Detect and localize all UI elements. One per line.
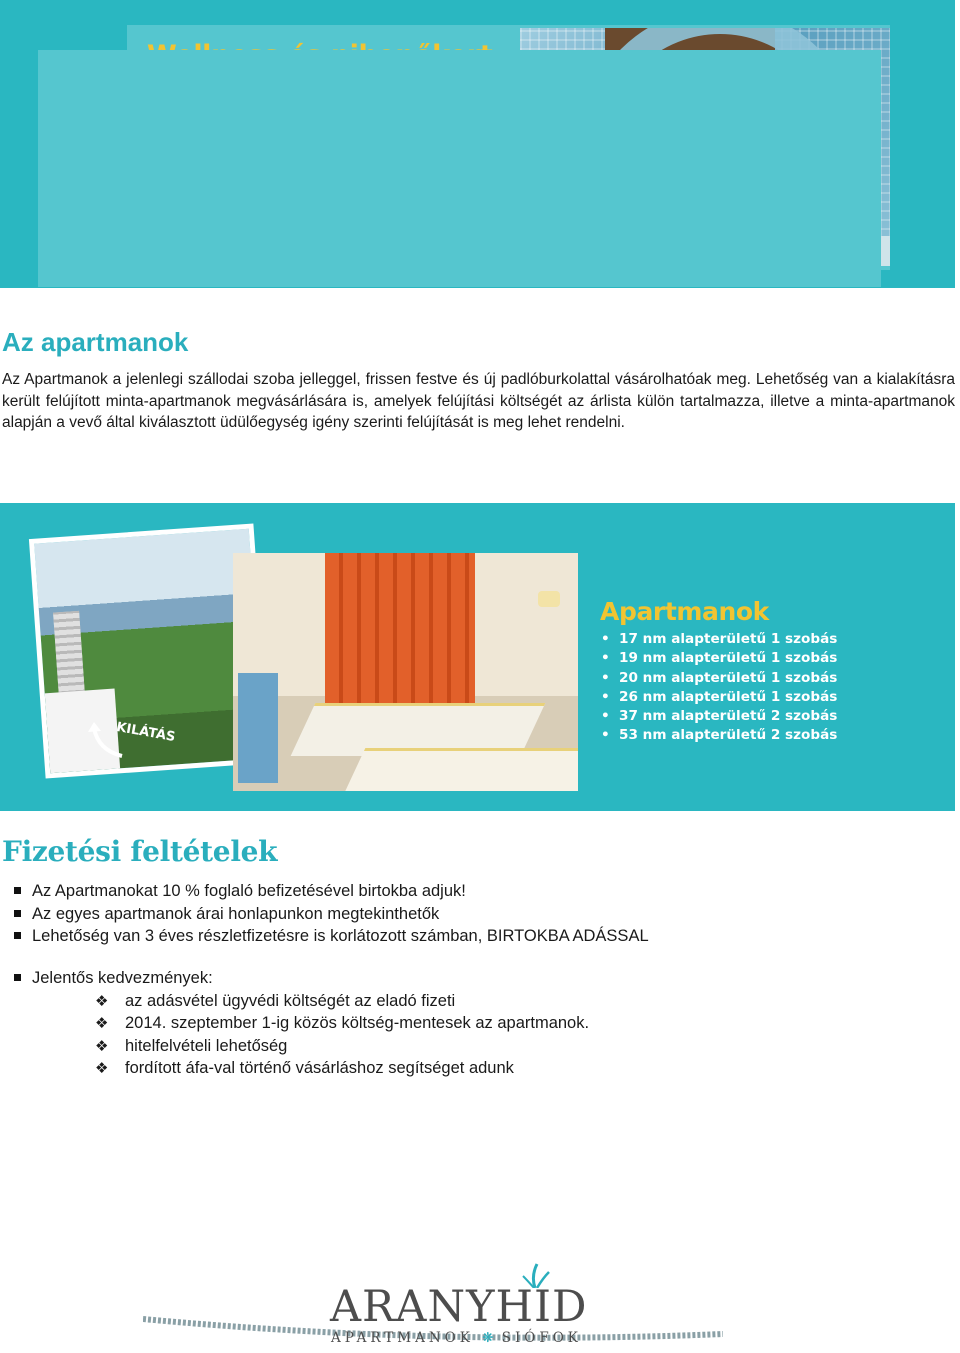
wall-lamp: [538, 591, 560, 607]
benefit-item: ❖ 2014. szeptember 1-ig közös költség-mentesek az apartmanok.: [95, 1012, 589, 1034]
logo-sub-left: APARTMANOK: [331, 1330, 474, 1346]
benefits-list: [13, 967, 213, 990]
logo-subtitle: [331, 1330, 582, 1346]
bed: [341, 748, 578, 791]
logo-sub-right: SIÓFOK: [501, 1330, 582, 1346]
apartment-size-item: • 53 nm alapterületű 2 szobás: [601, 726, 837, 745]
benefit-item: ❖ fordított áfa-val történő vásárláshoz segítséget adunk: [95, 1057, 589, 1079]
view-label: KILÁTÁS: [115, 719, 177, 746]
apartments-banner-title: Apartmanok: [600, 597, 769, 626]
apartments-paragraph: Az Apartmanok a jelenlegi szállodai szoba jelleggel, frissen festve és új padlóburkolattal vásárolhatóak meg. Lehetőség van a kialakításra került felújított minta-apartmanok megvásárlására is, amelyek felújítási költségét az árlista külön tartalmazza, illetve a minta-apartmanok alapján a vevő által kiválasztott üdülőegység igény szerinti felújítását is meg lehet rendelni.: [2, 371, 955, 431]
apartments-banner-panel: [38, 50, 881, 287]
benefit-item: ❖ az adásvétel ügyvédi költségét az eladó fizeti: [95, 990, 589, 1012]
benefit-items-list: [95, 990, 589, 1079]
room-photo: [233, 553, 578, 791]
payment-term-item: Az Apartmanokat 10 % foglaló befizetésével birtokba adjuk!: [13, 880, 649, 903]
apartment-size-item: • 26 nm alapterületű 1 szobás: [601, 688, 837, 707]
apartment-size-item: • 19 nm alapterületű 1 szobás: [601, 649, 837, 668]
hotel-tower: [53, 611, 85, 703]
payment-heading: Fizetési feltételek: [2, 835, 278, 868]
payment-terms-list: [13, 880, 649, 948]
apartment-size-item: • 37 nm alapterületű 2 szobás: [601, 707, 837, 726]
orange-curtain: [325, 553, 475, 713]
apartment-size-item: • 20 nm alapterületű 1 szobás: [601, 669, 837, 688]
payment-term-item: Lehetőség van 3 éves részletfizetésre is korlátozott számban, BIRTOKBA ADÁSSAL: [13, 925, 649, 948]
apartment-size-list: [601, 630, 837, 746]
apartments-heading: Az apartmanok: [2, 327, 189, 357]
benefits-label: Jelentős kedvezmények:: [13, 967, 213, 990]
blue-chair: [238, 673, 278, 783]
apartment-size-item: • 17 nm alapterületű 1 szobás: [601, 630, 837, 649]
logo-star-icon: ❋: [482, 1330, 494, 1346]
payment-term-item: Az egyes apartmanok árai honlapunkon megtekinthetők: [13, 903, 649, 926]
benefit-item: ❖ hitelfelvételi lehetőség: [95, 1035, 589, 1057]
logo-name: ARANYHID: [330, 1282, 588, 1332]
